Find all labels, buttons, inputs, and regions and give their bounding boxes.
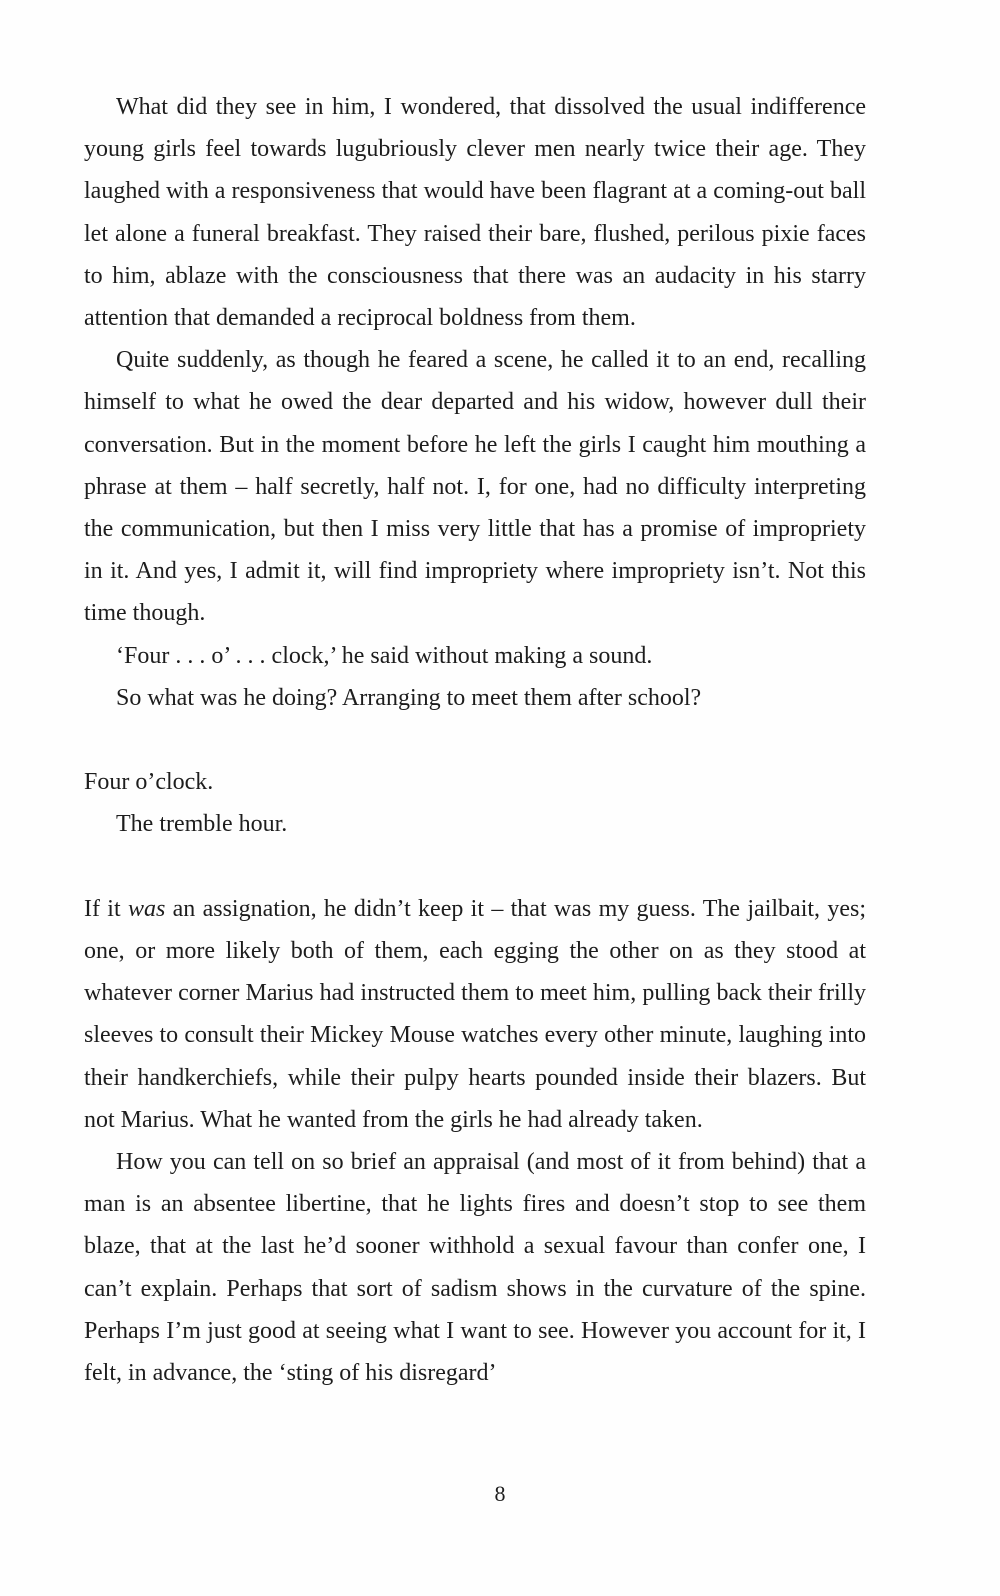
body-text (84, 86, 866, 1394)
section-break (84, 719, 866, 761)
paragraph-2: Quite suddenly, as though he feared a scene, he called it to an end, recalling himself to what he owed the dear departed and his widow, however dull their conversation. But in the moment before he left the girls I caught him mouthing a phrase at them – half secretly, half not. I, for one, had no difficulty interpreting the communication, but then I miss very little that has a promise of impropriety in it. And yes, I admit it, will find impropriety where impropriety isn’t. Not this time though. (84, 347, 866, 627)
paragraph-7 (84, 888, 866, 1141)
paragraph-5: Four o’clock. (84, 769, 214, 796)
paragraph-8: How you can tell on so brief an appraisal (and most of it from behind) that a man is an absentee libertine, that he lights fires and doesn’t stop to see them blaze, that at the last he’d sooner withhold a sexual favour than confer one, I can’t explain. Perhaps that sort of sadism shows in the curvature of the spine. Perhaps I’m just good at seeing what I want to see. However you account for it, I felt, in advance, the ‘sting of his disregard’ (84, 1149, 866, 1387)
paragraph-3: ‘Four . . . o’ . . . clock,’ he said without making a sound. (116, 642, 653, 669)
paragraph-1: What did they see in him, I wondered, that dissolved the usual indifference young girls feel towards lugubriously clever men nearly twice their age. They laughed with a responsiveness that would have been flagrant at a coming-out ball let alone a funeral breakfast. They raised their bare, flushed, perilous pixie faces to him, ablaze with the consciousness that there was an audacity in his starry attention that demanded a reciprocal boldness from them. (84, 94, 866, 332)
paragraph-7-start: If it (84, 895, 128, 922)
paragraph-7-emphasis: was (127, 895, 166, 922)
page-number: 8 (494, 1481, 506, 1506)
section-break (84, 846, 866, 888)
paragraph-7-end: an assignation, he didn’t keep it – that was my guess. The jailbait, yes; one, or more likely both of them, each egging the other on as they stood at whatever corner Marius had instructed them to meet him, pulling back their frilly sleeves to consult their Mickey Mouse watches every other minute, laughing into their handkerchiefs, while their pulpy hearts pounded inside their blazers. But not Marius. What he wanted from the girls he had already taken. (84, 895, 866, 1133)
paragraph-6: The tremble hour. (116, 811, 288, 838)
paragraph-4: So what was he doing? Arranging to meet them after school? (116, 684, 702, 711)
